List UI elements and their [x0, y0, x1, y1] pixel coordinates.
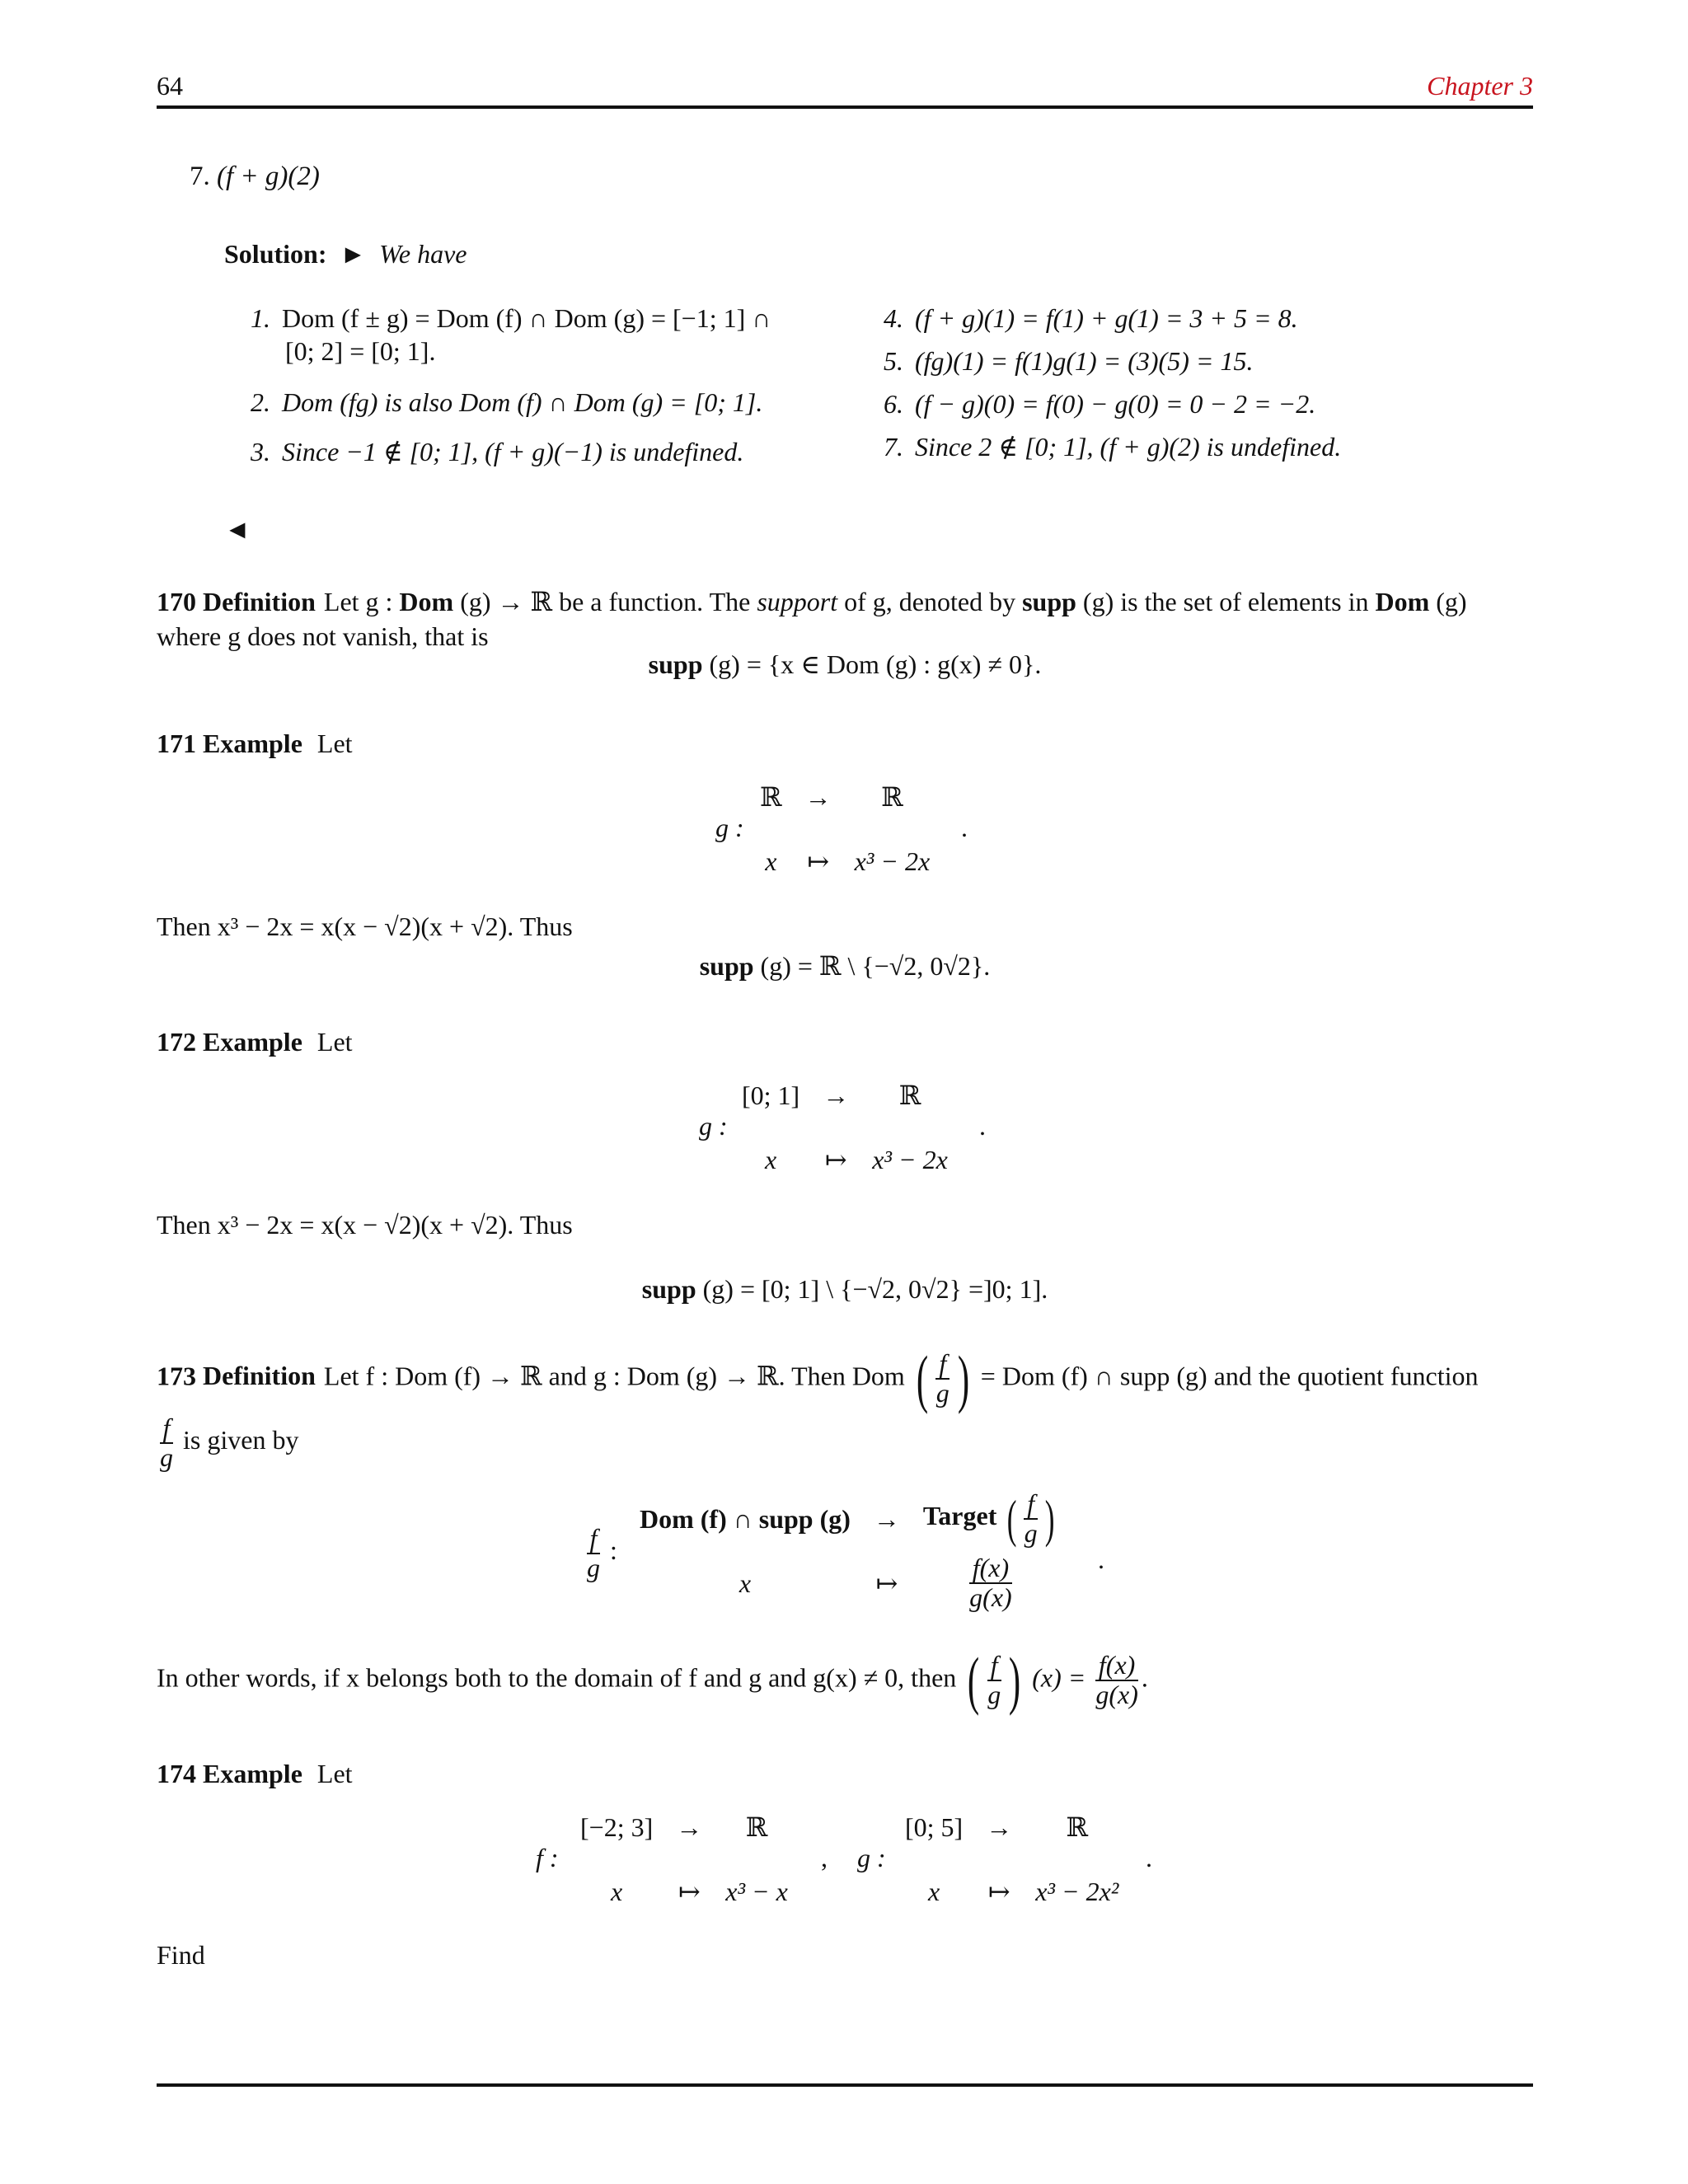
other-words-lparen: ( [968, 1644, 980, 1716]
other-words-rhs-fraction: $\frac{f(x)}{g(x)}$ [1095, 1650, 1138, 1709]
problem-7 [190, 160, 320, 194]
problem-7-number: 7. [190, 162, 210, 191]
example-171-domain: ℝ [760, 782, 782, 812]
example-172-domain: [0; 1] [742, 1080, 800, 1110]
definition-173-lparen: ( [916, 1343, 928, 1414]
example-172-heading [157, 1025, 353, 1058]
solution-end-marker: ◄ [224, 514, 251, 544]
example-171-period: . [961, 813, 968, 842]
example-174-period: . [1146, 1843, 1152, 1872]
example-174-g-domain: [0; 5] [905, 1812, 964, 1842]
solution-right-list [884, 302, 1543, 463]
quotient-map-period: . [1098, 1544, 1104, 1574]
definition-170-number: 170 [157, 587, 196, 616]
solution-intro: We have [379, 239, 467, 269]
solution-item-6-text: (f − g)(0) = f(0) − g(0) = 0 − 2 = −2. [915, 389, 1316, 419]
solution-item-2-text: Dom (fg) is also Dom (f) ∩ Dom (g) = [0; 1]. [282, 387, 763, 417]
example-172-kind: Example [203, 1027, 302, 1057]
example-174-g-map [893, 1795, 1130, 1924]
example-172-rule: x³ − 2x [872, 1145, 948, 1174]
example-172-codomain: ℝ [898, 1080, 921, 1110]
solution-item-4 [884, 302, 1543, 335]
quotient-map-rule-den: g(x) [969, 1582, 1012, 1612]
example-174-g-var: x [928, 1877, 940, 1906]
example-174-f-var: x [611, 1877, 623, 1906]
example-172-map-name: g : [699, 1111, 728, 1141]
solution-item-6 [884, 387, 1543, 420]
example-174-find: Find [157, 1940, 205, 1970]
example-174-comma: , [821, 1843, 828, 1872]
quotient-map-arrow: → [873, 1504, 900, 1534]
solution-item-3-number: 3. [251, 437, 270, 466]
quotient-map-rule-num: f(x) [969, 1554, 1012, 1584]
example-172-period: . [979, 1111, 986, 1141]
example-171-rule: x³ − 2x [854, 846, 931, 876]
example-172-result-formula: (g) = [0; 1] \ {−√2, 0√2} =]0; 1]. [702, 1274, 1048, 1304]
solution-item-7-text: Since 2 ∉ [0; 1], (f + g)(2) is undefined. [915, 432, 1342, 462]
definition-170-kind: Definition [203, 587, 316, 616]
definition-170-display [157, 648, 1533, 681]
definition-170-line2: where g does not vanish, that is [157, 621, 489, 651]
solution-item-2-number: 2. [251, 387, 270, 417]
definition-170-text-c: of g, denoted by [837, 587, 1023, 616]
example-174-lead: Let [316, 1759, 353, 1788]
solution-item-3 [251, 435, 844, 468]
example-171-arrow: → [804, 782, 832, 812]
example-172-then: Then x³ − 2x = x(x − √2)(x + √2). Thus [157, 1210, 573, 1240]
definition-170-text-a: Let g : [323, 587, 400, 616]
quotient-map-var: x [738, 1568, 752, 1598]
quotient-map-domain: Dom (f) ∩ supp (g) [640, 1504, 851, 1534]
example-174-f-name: f : [536, 1843, 559, 1872]
definition-170-display-supp: supp [648, 649, 703, 679]
definition-170-dom: Dom [399, 587, 454, 616]
example-171-var: x [765, 846, 777, 876]
definition-170-display-formula: (g) = {x ∈ Dom (g) : g(x) ≠ 0}. [709, 649, 1042, 679]
definition-173-kind: Definition [203, 1361, 316, 1391]
example-171-result-supp: supp [699, 951, 754, 981]
definition-170-text-d: (g) is the set of elements in [1076, 587, 1376, 616]
solution-item-1 [251, 302, 844, 368]
example-171-result-formula: (g) = ℝ \ {−√2, 0√2}. [760, 951, 991, 981]
example-171-then: Then x³ − 2x = x(x − √2)(x + √2). Thus [157, 912, 573, 941]
definition-173-other-words-text: In other words, if x belongs both to the domain of f and g and g(x) ≠ 0, then [157, 1662, 957, 1693]
example-174-number: 174 [157, 1759, 196, 1788]
definition-173-text-b: = Dom (f) ∩ supp (g) and the quotient function [980, 1361, 1479, 1391]
solution-item-2 [251, 386, 844, 419]
definition-173-line2 [157, 1414, 298, 1471]
definition-170-support-word: support [757, 587, 838, 616]
page-number: 64 [157, 71, 183, 101]
definition-173-rparen: ) [957, 1343, 969, 1414]
definition-173 [157, 1343, 1479, 1414]
example-171-map-name: g : [715, 813, 744, 842]
solution-left-list [251, 302, 844, 468]
solution-heading [224, 237, 467, 270]
example-172-result-supp: supp [641, 1274, 696, 1304]
example-171-kind: Example [203, 729, 302, 758]
quotient-map-target: Target ( $\frac{f}{g}$ ) [922, 1488, 1055, 1548]
other-words-rparen: ) [1009, 1644, 1021, 1716]
example-172-map [730, 1063, 959, 1192]
example-174-g-codomain: ℝ [1066, 1812, 1089, 1842]
header-rule [157, 105, 1533, 109]
example-172-result [157, 1272, 1533, 1305]
example-174-kind: Example [203, 1759, 302, 1788]
definition-170-dom-2: Dom [1375, 587, 1430, 616]
solution-item-6-number: 6. [884, 389, 903, 419]
example-171-map [748, 765, 941, 893]
chapter-label: Chapter 3 [1427, 71, 1533, 101]
solution-item-4-number: 4. [884, 303, 903, 333]
definition-170-supp: supp [1022, 587, 1076, 616]
example-174-f-rule: x³ − x [725, 1877, 788, 1906]
solution-item-5-number: 5. [884, 346, 903, 376]
quotient-map [628, 1487, 1070, 1615]
definition-173-number: 173 [157, 1361, 196, 1391]
example-171-mapsto: ↦ [807, 846, 829, 876]
example-174-f-mapsto: ↦ [678, 1877, 701, 1906]
footer-rule [157, 2083, 1533, 2087]
problem-7-expr: (f + g)(2) [217, 162, 320, 191]
solution-label: Solution: [224, 239, 327, 269]
example-174-f-arrow: → [676, 1812, 703, 1842]
example-174-f-map [569, 1795, 799, 1924]
example-172-arrow: → [823, 1080, 850, 1110]
definition-173-text-c: is given by [183, 1424, 299, 1455]
solution-item-7 [884, 430, 1543, 463]
definition-173-text-a: Let f : Dom (f) → ℝ and g : Dom (g) → ℝ. Then Dom [323, 1361, 905, 1391]
definition-173-quotient-fraction: $\frac{f}{g}$ [160, 1413, 173, 1472]
example-172-mapsto: ↦ [824, 1145, 847, 1174]
example-174-f-domain: [−2; 3] [580, 1812, 654, 1842]
example-174-g-name: g : [857, 1843, 886, 1872]
solution-item-1-line2: [0; 2] = [0; 1]. [285, 336, 436, 366]
definition-173-fraction: $\frac{f}{g}$ [935, 1348, 950, 1408]
example-171-heading [157, 727, 353, 760]
solution-item-3-text: Since −1 ∉ [0; 1], (f + g)(−1) is undefined. [282, 437, 744, 466]
definition-170-text-b: (g) → ℝ be a function. The [453, 587, 757, 616]
solution-item-5 [884, 344, 1543, 377]
quotient-map-mapsto: ↦ [875, 1568, 898, 1598]
quotient-map-target-word: Target [922, 1501, 997, 1531]
example-174-f-codomain: ℝ [745, 1812, 768, 1842]
solution-item-1-number: 1. [251, 303, 270, 333]
quotient-map-rule [912, 1551, 1070, 1615]
example-171-codomain: ℝ [881, 782, 903, 812]
example-172-number: 172 [157, 1027, 196, 1057]
solution-item-5-text: (fg)(1) = f(1)g(1) = (3)(5) = 15. [915, 346, 1254, 376]
example-174-g-rule: x³ − 2x² [1035, 1877, 1119, 1906]
solution-item-7-number: 7. [884, 432, 903, 462]
solution-item-4-text: (f + g)(1) = f(1) + g(1) = 3 + 5 = 8. [915, 303, 1298, 333]
definition-170-line1 [157, 585, 1541, 618]
definition-173-other-tail: (x) = [1032, 1662, 1086, 1693]
definition-170-text-e: (g) [1429, 587, 1467, 616]
quotient-map-name: $\frac{f}{g}$ : [584, 1525, 617, 1582]
definition-170 [157, 585, 1541, 653]
quotient-map-fraction: $\frac{f}{g}$ [587, 1523, 600, 1582]
example-174-g-arrow: → [986, 1812, 1013, 1842]
solution-start-marker: ► [340, 239, 367, 269]
solution-item-1-line1: Dom (f ± g) = Dom (f) ∩ Dom (g) = [−1; 1] ∩ [282, 303, 771, 333]
example-174-g-mapsto: ↦ [987, 1877, 1010, 1906]
example-171-lead: Let [316, 729, 353, 758]
example-172-lead: Let [316, 1027, 353, 1057]
example-174-heading [157, 1757, 353, 1790]
example-172-var: x [765, 1145, 777, 1174]
example-171-result [157, 949, 1533, 982]
example-171-number: 171 [157, 729, 196, 758]
definition-173-other-words: In other words, if x belongs both to the domain of f and g and g(x) ≠ 0, then ( $\frac{f}{g}$ ) (x) = $\frac{f(x)}{g(x)}$ . [157, 1644, 1148, 1716]
